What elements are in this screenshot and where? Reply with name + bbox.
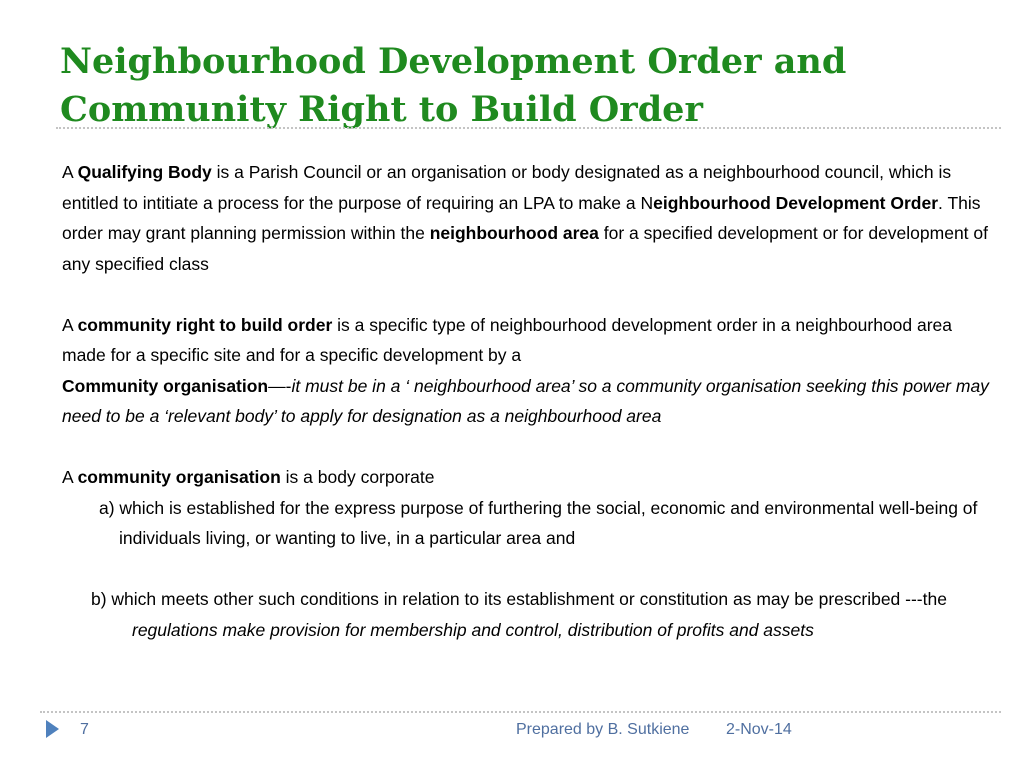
list-item-b [62,584,992,645]
footer-divider [40,711,1001,713]
text: b) which meets other such conditions in relation to its establishment or constitution as may be prescribed ---the [91,589,947,609]
text: —- [268,375,292,396]
bold-term: neighbourhood area [429,223,599,243]
triangle-right-icon [46,720,59,738]
title-line-1: Neighbourhood Development Order and [60,41,847,82]
text: . This order may grant planning permission within the [62,192,981,243]
text: is a Parish Council or an organisation or body designated as a neighbourhood council, which is entitled to intitiate a process for the purpose of requiring an LPA to make a N [62,162,952,213]
list-item-a: a) which is established for the express purpose of furthering the social, economic and environmental well-being of individuals living, or wanting to live, in a particular area and [99,497,978,548]
bold-term: Community organisation [62,375,269,396]
italic-note: regulations make provision for membership and control, distribution of profits and assets [132,619,814,640]
community-organisation-paragraph [62,462,992,493]
text: for a specified development or for development of any specified class [62,223,989,274]
text: is a body corporate [280,467,435,487]
slide-body [62,157,992,645]
bold-term: community right to build order [77,314,333,335]
title-divider [56,127,1001,129]
text: is a specific type of neighbourhood development order in a neighbourhood area made for a specific site and for a specific development by a [62,314,953,365]
footer-author: Prepared by B. Sutkiene [516,721,690,738]
text: A [62,314,78,335]
text: A [62,467,78,487]
title-line-2: Community Right to Build Order [60,89,703,130]
qualifying-body-paragraph [62,157,992,279]
footer-date: 2-Nov-14 [726,721,792,738]
bold-term: Qualifying Body [77,162,212,182]
bold-term: eighbourhood Development Order [653,192,939,213]
text: A [62,162,78,182]
community-right-paragraph [62,310,992,432]
page-number: 7 [80,721,89,738]
slide-title [60,38,1000,134]
italic-note: it must be in a ‘ neighbourhood area’ so a community organisation seeking this power may need to be a ‘relevant body’ to apply for designation as a neighbourhood area [62,375,989,426]
bold-term: community organisation [77,467,281,487]
